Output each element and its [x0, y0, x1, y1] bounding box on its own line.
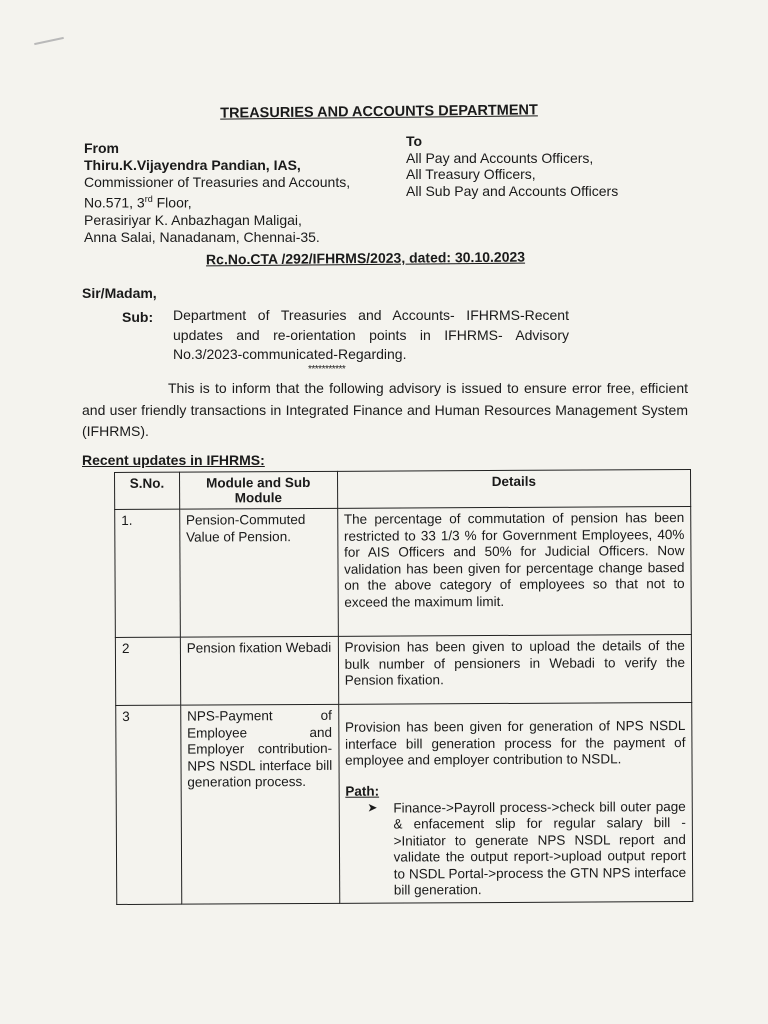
sender-line: Perasiriyar K. Anbazhagan Maligai,	[84, 211, 302, 228]
path-item	[367, 799, 686, 900]
from-label: From	[84, 140, 119, 156]
from-block	[84, 140, 350, 246]
serial-cell: 3	[116, 705, 182, 904]
sender-name: Thiru.K.Vijayendra Pandian, IAS,	[84, 157, 301, 173]
column-header: S.No.	[115, 472, 180, 509]
salutation: Sir/Madam,	[82, 285, 157, 301]
details-cell: The percentage of commutation of pension has been restricted to 33 1/3 % for Government Employees, 40% for AIS Officers and 50% for Judicial Officers. Now validation has been given for percentage change based on the above category of employees so that not to exceed the maximum limit.	[337, 506, 691, 636]
serial-cell: 1.	[115, 509, 180, 637]
path-text: Finance->Payroll process->check bill outer page & enfacement slip for regular salary bill ->Initiator to generate NPS NSDL report and validate the output report->upload output report to NSDL Portal->process the GTN NPS interface bill generation.	[393, 798, 687, 898]
module-cell: Pension-Commuted Value of Pension.	[179, 508, 338, 637]
details-cell: Provision has been given to upload the details of the bulk number of pensioners in Webadi to verify the Pension fixation.	[338, 634, 692, 704]
module-cell: Pension fixation Webadi	[180, 636, 338, 705]
module-cell: NPS-Payment of Employee and Employer contribution-NPS NSDL interface bill generation process.	[180, 704, 339, 903]
table-row	[115, 634, 691, 705]
scan-mark	[34, 37, 64, 45]
to-block	[406, 133, 618, 199]
details-text: Provision has been given for generation of NPS NSDL interface bill generation process for the payment of employee and employer contribution to NSDL.	[344, 718, 686, 768]
column-header: Module and Sub Module	[179, 471, 337, 509]
reference-number: Rc.No.CTA /292/IFHRMS/2023, dated: 30.10.2023	[205, 248, 526, 268]
subject-label: Sub:	[122, 309, 154, 325]
sender-line: Anna Salai, Nanadanam, Chennai-35.	[84, 228, 320, 245]
recipient-line: All Treasury Officers,	[406, 166, 536, 182]
arrow-bullet-icon: ➤	[367, 800, 378, 815]
to-label: To	[406, 133, 423, 149]
table-row	[115, 506, 692, 637]
section-heading: Recent updates in IFHRMS:	[82, 452, 265, 468]
intro-paragraph: This is to inform that the following advisory is issued to ensure error free, efficient and user friendly transactions in Integrated Finance and Human Resources Management System (IFHRMS).	[82, 380, 688, 439]
recipient-line: All Pay and Accounts Officers,	[406, 149, 594, 166]
subject-text: Department of Treasuries and Accounts- IFHRMS-Recent updates and re-orientation points in IFHRMS- Advisory No.3/2023-communicated-Regarding.	[173, 307, 569, 362]
department-title: TREASURIES AND ACCOUNTS DEPARTMENT	[220, 102, 538, 122]
recipient-line: All Sub Pay and Accounts Officers	[406, 182, 619, 199]
path-label: Path:	[345, 783, 380, 799]
sender-line: No.571, 3rd Floor,	[84, 194, 192, 211]
updates-table	[114, 469, 693, 905]
details-cell	[338, 702, 692, 902]
sender-line: Commissioner of Treasuries and Accounts,	[84, 174, 351, 190]
table-header-row	[115, 469, 691, 509]
separator: ***********	[308, 364, 346, 375]
column-header: Details	[337, 469, 691, 508]
serial-cell: 2	[115, 637, 180, 705]
table-row	[116, 702, 693, 904]
